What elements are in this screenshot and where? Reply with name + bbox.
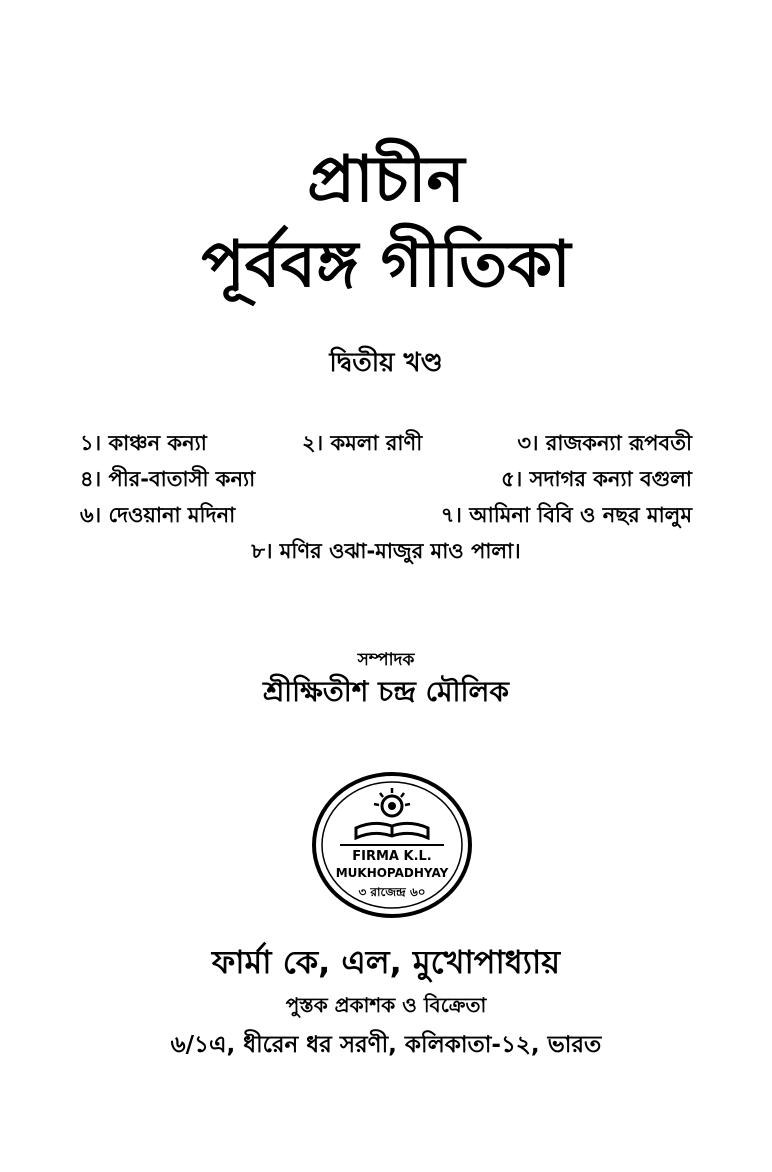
editor-name: শ্রীক্ষিতীশ চন্দ্র মৌলিক	[262, 675, 510, 708]
contents-item: ৩। রাজকন্যা রূপবতী	[517, 431, 692, 455]
contents-item: ১। কাঞ্চন কন্যা	[80, 431, 207, 455]
volume-label: দ্বিতীয় খণ্ড	[329, 348, 443, 378]
editor-label: সম্পাদক	[357, 650, 415, 670]
contents-row	[80, 461, 692, 497]
contents-item: ৫। সদাগর কন্যা বগুলা	[501, 467, 692, 491]
publisher-role: পুস্তক প্রকাশক ও বিক্রেতা	[285, 993, 487, 1017]
contents-item: ৮। মণির ওঝা-মাজুর মাও পালা।	[251, 539, 521, 563]
contents-row	[80, 497, 692, 533]
publisher-seal	[310, 770, 474, 920]
seal-text-line-2: MUKHOPADHYAY	[335, 866, 449, 880]
title-line-2: পূর্ববঙ্গ গীতিকা	[201, 228, 571, 302]
seal-text-line-3: ৩ রাজেন্দ্র ৬০	[358, 885, 426, 899]
contents-row	[80, 425, 692, 461]
contents-list	[80, 425, 692, 569]
publisher-address: ৬/১এ, ধীরেন ধর সরণী, কলিকাতা-১২, ভারত	[170, 1032, 602, 1058]
contents-item: ৬। দেওয়ানা মদিনা	[80, 503, 236, 527]
sun-icon	[374, 788, 410, 816]
contents-row	[80, 533, 692, 569]
contents-item: ৪। পীর-বাতাসী কন্যা	[80, 467, 256, 491]
seal-text-line-1: FIRMA K.L.	[352, 849, 432, 864]
contents-item: ২। কমলা রাণী	[301, 431, 423, 455]
book-icon	[356, 823, 428, 838]
title-line-1: প্রাচীন	[307, 143, 465, 217]
contents-item: ৭। আমিনা বিবি ও নছর মালুম	[440, 503, 692, 527]
publisher-name: ফার্মা কে, এল, মুখোপাধ্যায়	[211, 943, 561, 981]
